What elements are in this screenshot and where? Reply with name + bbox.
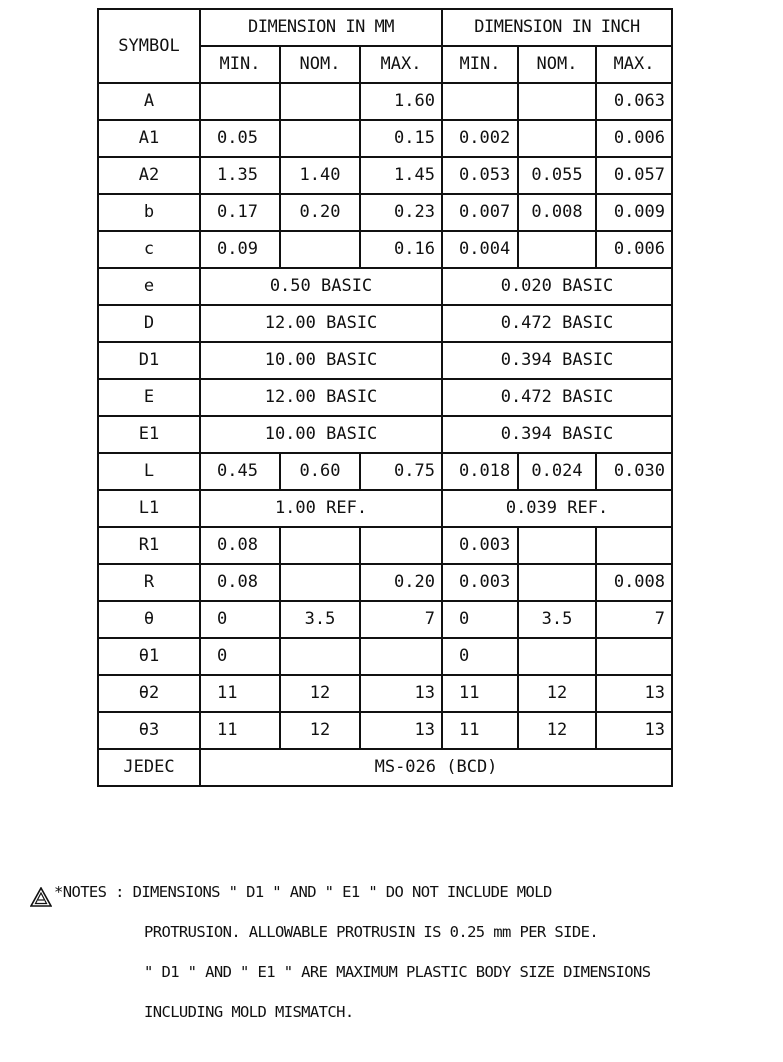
cell-inch-nom	[518, 83, 596, 120]
cell-inch-nom	[518, 638, 596, 675]
table-row	[98, 83, 672, 120]
table-row	[98, 453, 672, 490]
note-text-1: *NOTES : DIMENSIONS " D1 " AND " E1 " DO NOT INCLUDE MOLD	[54, 883, 552, 901]
cell-inch-nom	[518, 231, 596, 268]
cell-mm-spanning: 10.00 BASIC	[200, 342, 442, 379]
table-row	[98, 490, 672, 527]
symbol-header: SYMBOL	[98, 9, 200, 83]
sub-header-inch-max: MAX.	[596, 46, 672, 83]
sub-header-mm-max: MAX.	[360, 46, 442, 83]
cell-inch-nom	[518, 120, 596, 157]
cell-inch-spanning: 0.394 BASIC	[442, 342, 672, 379]
table-row	[98, 527, 672, 564]
cell-inch-max: 13	[596, 712, 672, 749]
symbol-cell: c	[98, 231, 200, 268]
cell-inch-nom: 0.008	[518, 194, 596, 231]
cell-inch-min: 0	[442, 601, 518, 638]
cell-mm-max: 0.23	[360, 194, 442, 231]
cell-inch-min: 0.003	[442, 564, 518, 601]
symbol-cell: D1	[98, 342, 200, 379]
sub-header-mm-min: MIN.	[200, 46, 280, 83]
cell-mm-max: 1.45	[360, 157, 442, 194]
table-row	[98, 712, 672, 749]
symbol-cell: θ2	[98, 675, 200, 712]
symbol-cell: E1	[98, 416, 200, 453]
table-row	[98, 601, 672, 638]
sub-header-inch-nom: NOM.	[518, 46, 596, 83]
cell-inch-min: 11	[442, 712, 518, 749]
cell-mm-nom	[280, 231, 360, 268]
symbol-cell: A	[98, 83, 200, 120]
cell-mm-max: 13	[360, 675, 442, 712]
table-row	[98, 749, 672, 786]
cell-mm-min: 0.08	[200, 527, 280, 564]
cell-inch-max	[596, 638, 672, 675]
symbol-cell: R1	[98, 527, 200, 564]
cell-mm-nom	[280, 83, 360, 120]
symbol-cell: R	[98, 564, 200, 601]
group-header-mm: DIMENSION IN MM	[200, 9, 442, 46]
cell-inch-max: 0.008	[596, 564, 672, 601]
cell-inch-max: 0.009	[596, 194, 672, 231]
cell-mm-nom: 12	[280, 712, 360, 749]
symbol-cell: L	[98, 453, 200, 490]
table-row	[98, 194, 672, 231]
cell-mm-max: 7	[360, 601, 442, 638]
cell-mm-min: 11	[200, 675, 280, 712]
symbol-cell: e	[98, 268, 200, 305]
note-line-1	[30, 872, 780, 912]
note-line-4: INCLUDING MOLD MISMATCH.	[144, 1003, 354, 1021]
table-row	[98, 157, 672, 194]
cell-mm-max: 1.60	[360, 83, 442, 120]
cell-inch-min: 0.002	[442, 120, 518, 157]
table-row	[98, 268, 672, 305]
cell-inch-nom	[518, 527, 596, 564]
cell-inch-nom: 12	[518, 712, 596, 749]
cell-mm-min: 0.08	[200, 564, 280, 601]
cell-mm-min: 0.05	[200, 120, 280, 157]
cell-mm-spanning: 1.00 REF.	[200, 490, 442, 527]
symbol-cell: A2	[98, 157, 200, 194]
cell-inch-max: 0.057	[596, 157, 672, 194]
symbol-cell: A1	[98, 120, 200, 157]
table-row	[98, 675, 672, 712]
cell-inch-nom: 3.5	[518, 601, 596, 638]
cell-inch-nom: 0.055	[518, 157, 596, 194]
cell-inch-nom	[518, 564, 596, 601]
cell-mm-nom	[280, 527, 360, 564]
note-line-2: PROTRUSION. ALLOWABLE PROTRUSIN IS 0.25 mm PER SIDE.	[144, 923, 599, 941]
cell-inch-nom: 0.024	[518, 453, 596, 490]
cell-mm-max	[360, 638, 442, 675]
cell-inch-max: 0.030	[596, 453, 672, 490]
cell-inch-spanning: 0.020 BASIC	[442, 268, 672, 305]
cell-mm-nom: 0.20	[280, 194, 360, 231]
cell-inch-min	[442, 83, 518, 120]
symbol-cell: θ1	[98, 638, 200, 675]
table-row	[98, 342, 672, 379]
cell-mm-min	[200, 83, 280, 120]
table-row	[98, 564, 672, 601]
cell-mm-min: 0	[200, 601, 280, 638]
table-row	[98, 638, 672, 675]
cell-inch-max	[596, 527, 672, 564]
cell-mm-spanning: 10.00 BASIC	[200, 416, 442, 453]
notes-block	[30, 872, 780, 1032]
cell-mm-spanning: 0.50 BASIC	[200, 268, 442, 305]
note-line-3: " D1 " AND " E1 " ARE MAXIMUM PLASTIC BODY SIZE DIMENSIONS	[144, 963, 651, 981]
cell-mm-max: 0.20	[360, 564, 442, 601]
cell-inch-nom: 12	[518, 675, 596, 712]
cell-mm-min: 0.09	[200, 231, 280, 268]
cell-inch-min: 0.004	[442, 231, 518, 268]
cell-inch-min: 0.003	[442, 527, 518, 564]
cell-mm-max: 13	[360, 712, 442, 749]
symbol-cell: L1	[98, 490, 200, 527]
cell-mm-max: 0.16	[360, 231, 442, 268]
cell-mm-nom	[280, 564, 360, 601]
sub-header-mm-nom: NOM.	[280, 46, 360, 83]
table-row	[98, 231, 672, 268]
table-row	[98, 305, 672, 342]
symbol-cell: JEDEC	[98, 749, 200, 786]
cell-mm-max: 0.15	[360, 120, 442, 157]
cell-mm-min: 0.45	[200, 453, 280, 490]
cell-inch-min: 0	[442, 638, 518, 675]
cell-inch-spanning: 0.394 BASIC	[442, 416, 672, 453]
table-row	[98, 379, 672, 416]
cell-mm-spanning: 12.00 BASIC	[200, 305, 442, 342]
cell-mm-max	[360, 527, 442, 564]
cell-inch-min: 0.007	[442, 194, 518, 231]
cell-mm-min: 11	[200, 712, 280, 749]
cell-inch-min: 0.018	[442, 453, 518, 490]
group-header-inch: DIMENSION IN INCH	[442, 9, 672, 46]
cell-inch-max: 13	[596, 675, 672, 712]
cell-inch-min: 11	[442, 675, 518, 712]
symbol-cell: b	[98, 194, 200, 231]
dimension-table-body	[98, 83, 672, 786]
warning-triangle-icon	[30, 882, 52, 902]
cell-inch-min: 0.053	[442, 157, 518, 194]
cell-mm-min: 1.35	[200, 157, 280, 194]
cell-mm-max: 0.75	[360, 453, 442, 490]
cell-mm-nom: 1.40	[280, 157, 360, 194]
symbol-cell: D	[98, 305, 200, 342]
symbol-cell: θ	[98, 601, 200, 638]
cell-inch-spanning: 0.472 BASIC	[442, 379, 672, 416]
cell-inch-max: 0.063	[596, 83, 672, 120]
cell-mm-nom: 3.5	[280, 601, 360, 638]
group-header-row	[98, 9, 672, 46]
table-row	[98, 416, 672, 453]
cell-mm-nom	[280, 120, 360, 157]
cell-mm-nom	[280, 638, 360, 675]
cell-mm-nom: 0.60	[280, 453, 360, 490]
cell-inch-spanning: 0.039 REF.	[442, 490, 672, 527]
sub-header-inch-min: MIN.	[442, 46, 518, 83]
symbol-cell: θ3	[98, 712, 200, 749]
cell-mm-min: 0	[200, 638, 280, 675]
cell-spanning-all: MS-026 (BCD)	[200, 749, 672, 786]
dimension-table	[97, 8, 673, 787]
cell-inch-max: 7	[596, 601, 672, 638]
symbol-cell: E	[98, 379, 200, 416]
table-row	[98, 120, 672, 157]
cell-inch-spanning: 0.472 BASIC	[442, 305, 672, 342]
cell-mm-spanning: 12.00 BASIC	[200, 379, 442, 416]
cell-mm-nom: 12	[280, 675, 360, 712]
cell-inch-max: 0.006	[596, 120, 672, 157]
cell-inch-max: 0.006	[596, 231, 672, 268]
cell-mm-min: 0.17	[200, 194, 280, 231]
